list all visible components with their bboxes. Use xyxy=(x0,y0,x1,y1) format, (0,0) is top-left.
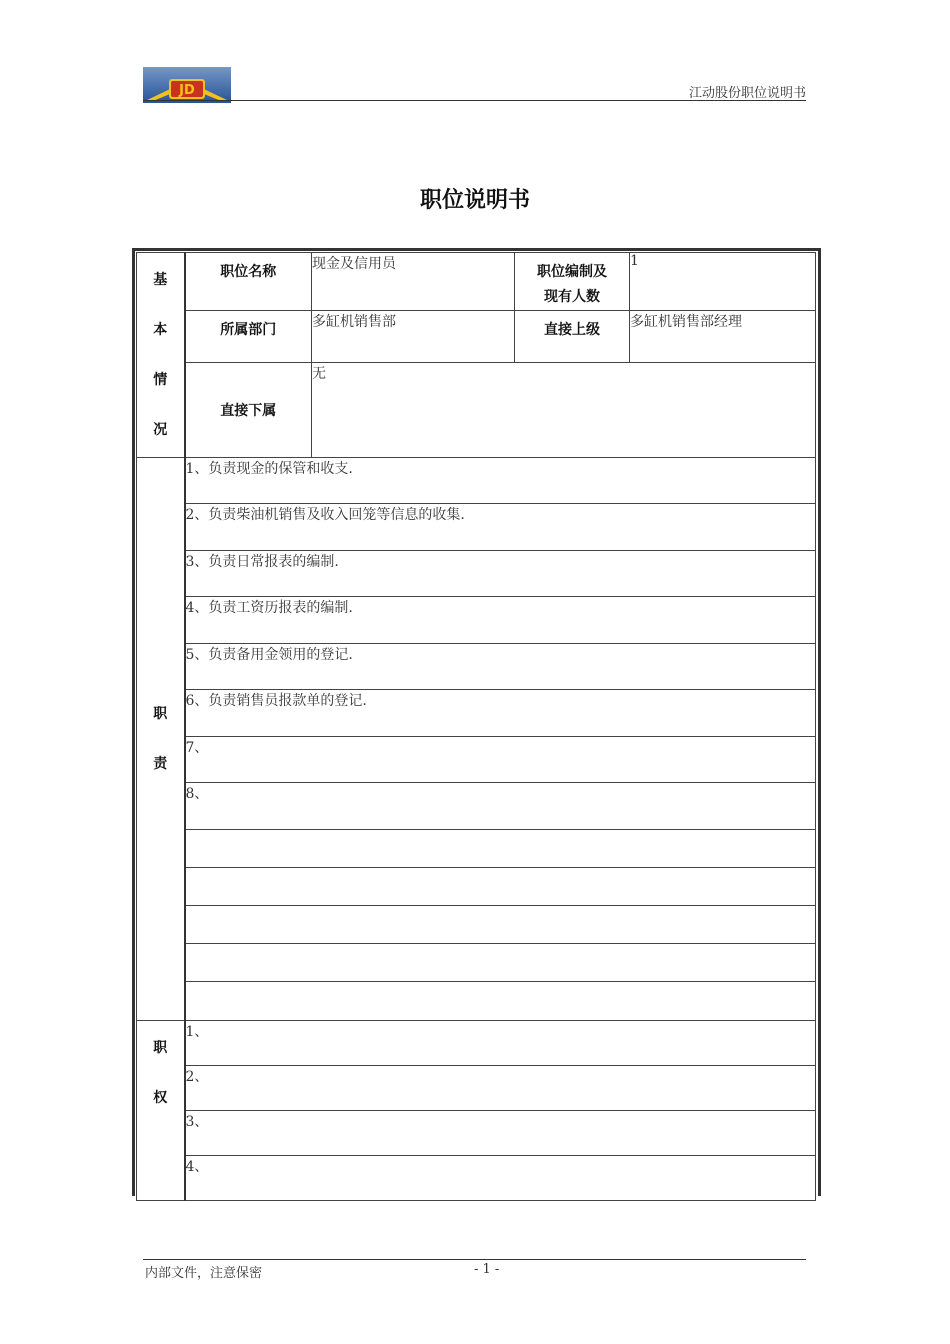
duty-item: 8、 xyxy=(185,783,816,830)
basic-row-subordinate xyxy=(137,363,816,458)
duty-item xyxy=(185,830,816,868)
duty-row xyxy=(137,982,816,1021)
supervisor-value: 多缸机销售部经理 xyxy=(630,311,816,363)
basic-label-char: 况 xyxy=(153,422,168,438)
headcount-value: 1 xyxy=(630,253,816,311)
subordinate-value: 无 xyxy=(312,363,816,458)
document-series-title: 江动股份职位说明书 xyxy=(688,86,806,101)
basic-row-department xyxy=(137,311,816,363)
duties-label-char: 责 xyxy=(153,756,168,772)
duty-item: 3、负责日常报表的编制. xyxy=(185,551,816,597)
basic-section-label xyxy=(137,253,185,458)
subordinate-label: 直接下属 xyxy=(185,363,312,458)
duty-item xyxy=(185,982,816,1021)
header-divider xyxy=(143,100,806,101)
authority-item: 1、 xyxy=(185,1021,816,1066)
duty-row xyxy=(137,644,816,690)
duty-row xyxy=(137,830,816,868)
duty-row xyxy=(137,551,816,597)
duty-row xyxy=(137,458,816,504)
duty-row xyxy=(137,690,816,737)
authority-item: 3、 xyxy=(185,1111,816,1156)
headcount-label-line2: 现有人数 xyxy=(544,289,600,305)
department-value: 多缸机销售部 xyxy=(312,311,515,363)
duty-row xyxy=(137,906,816,944)
duty-row xyxy=(137,737,816,783)
footer-divider xyxy=(143,1259,806,1260)
authority-row xyxy=(137,1156,816,1201)
department-label: 所属部门 xyxy=(185,311,312,363)
authority-row xyxy=(137,1111,816,1156)
authority-label-char: 职 xyxy=(153,1040,168,1056)
authority-item: 2、 xyxy=(185,1066,816,1111)
company-logo xyxy=(143,67,231,103)
basic-label-char: 基 xyxy=(153,272,168,288)
authority-row xyxy=(137,1021,816,1066)
duty-item: 4、负责工资历报表的编制. xyxy=(185,597,816,644)
page-title: 职位说明书 xyxy=(419,188,530,213)
duty-row xyxy=(137,944,816,982)
duty-item xyxy=(185,868,816,906)
page-number: - 1 - xyxy=(474,1262,500,1277)
duty-row xyxy=(137,783,816,830)
position-name-label: 职位名称 xyxy=(185,253,312,311)
duty-item xyxy=(185,906,816,944)
authority-label-char: 权 xyxy=(153,1090,168,1106)
footer-confidential-note: 内部文件，注意保密 xyxy=(145,1266,263,1281)
duty-item: 6、负责销售员报款单的登记. xyxy=(185,690,816,737)
duty-row xyxy=(137,868,816,906)
duty-item: 5、负责备用金领用的登记. xyxy=(185,644,816,690)
duty-row xyxy=(137,597,816,644)
duty-item: 1、负责现金的保管和收支. xyxy=(185,458,816,504)
duty-row xyxy=(137,504,816,551)
authority-section-label xyxy=(137,1021,185,1201)
authority-row xyxy=(137,1066,816,1111)
duty-item xyxy=(185,944,816,982)
basic-row-position xyxy=(137,253,816,311)
basic-label-char: 本 xyxy=(153,322,168,338)
authority-item: 4、 xyxy=(185,1156,816,1201)
position-name-value: 现金及信用员 xyxy=(312,253,515,311)
job-description-table xyxy=(136,252,816,1201)
logo-text: JD xyxy=(179,83,195,98)
headcount-label-line1: 职位编制及 xyxy=(537,264,607,280)
duty-item: 2、负责柴油机销售及收入回笼等信息的收集. xyxy=(185,504,816,551)
duties-section-label xyxy=(137,458,185,1021)
basic-label-char: 情 xyxy=(153,372,168,388)
supervisor-label: 直接上级 xyxy=(515,311,630,363)
headcount-label xyxy=(515,253,630,311)
company-logo-graphic xyxy=(143,67,231,103)
duties-label-char: 职 xyxy=(153,706,168,722)
duty-item: 7、 xyxy=(185,737,816,783)
